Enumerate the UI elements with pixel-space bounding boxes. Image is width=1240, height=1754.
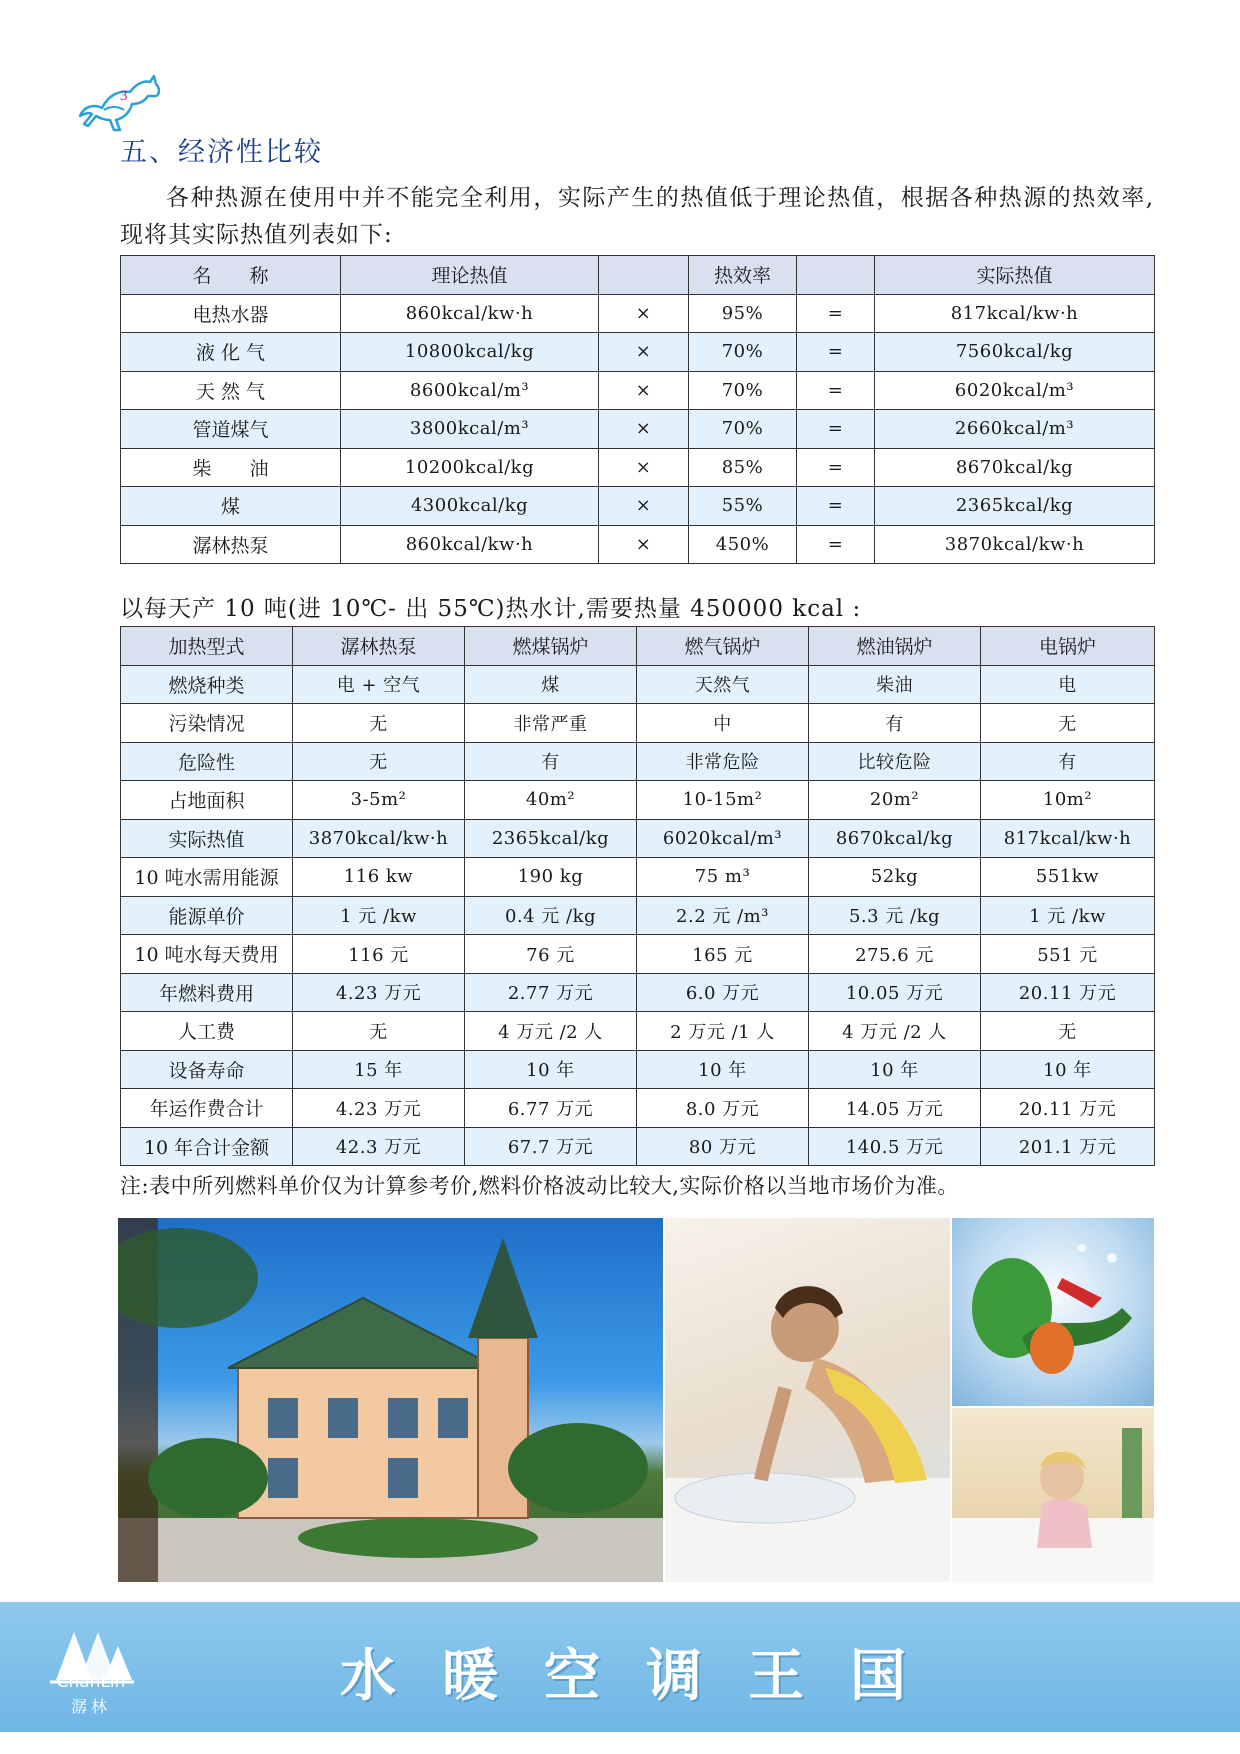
heat-table-cell: 85% — [689, 448, 797, 487]
heat-table-cell: 4300kcal/kg — [341, 487, 599, 526]
cost-table-cell: 551kw — [981, 858, 1155, 897]
cost-table-cell: 有 — [809, 704, 981, 743]
cost-table-cell: 6.0 万元 — [637, 973, 809, 1012]
cost-table-cell: 无 — [293, 742, 465, 781]
cost-table-cell: 4 万元 /2 人 — [809, 1012, 981, 1051]
heat-table-cell: = — [797, 371, 875, 410]
heat-table-cell: 10200kcal/kg — [341, 448, 599, 487]
cost-table-cell: 20.11 万元 — [981, 973, 1155, 1012]
cost-table-cell: 0.4 元 /kg — [465, 896, 637, 935]
cost-table-cell: 10 年 — [809, 1050, 981, 1089]
cost-table-row-label: 能源单价 — [121, 896, 293, 935]
cost-table-cell: 8670kcal/kg — [809, 819, 981, 858]
cost-table-row — [121, 704, 1155, 743]
cost-table-cell: 116 kw — [293, 858, 465, 897]
cost-table-cell: 817kcal/kw·h — [981, 819, 1155, 858]
cost-table-cell: 67.7 万元 — [465, 1127, 637, 1166]
heat-table-cell: 6020kcal/m³ — [875, 371, 1155, 410]
heat-table-row — [121, 448, 1155, 487]
heat-table-cell: = — [797, 294, 875, 333]
cost-table-cell: 4.23 万元 — [293, 973, 465, 1012]
heat-table-row — [121, 294, 1155, 333]
cost-table-cell: 165 元 — [637, 935, 809, 974]
cost-table-cell: 116 元 — [293, 935, 465, 974]
heat-table-row-label: 管道煤气 — [121, 410, 341, 449]
heat-table-cell: = — [797, 410, 875, 449]
heat-table-row-label: 液 化 气 — [121, 333, 341, 372]
heat-table-row-label: 电热水器 — [121, 294, 341, 333]
heat-table-row — [121, 333, 1155, 372]
heat-table-header-row — [121, 256, 1155, 295]
heat-table-cell: 8670kcal/kg — [875, 448, 1155, 487]
cost-table-cell: 有 — [981, 742, 1155, 781]
heat-table-cell: 70% — [689, 333, 797, 372]
cost-table-row-label: 年运作费合计 — [121, 1089, 293, 1128]
heat-table-cell: 8600kcal/m³ — [341, 371, 599, 410]
cost-table-row-label: 污染情况 — [121, 704, 293, 743]
cost-table-cell: 1 元 /kw — [293, 896, 465, 935]
cost-table-cell: 10 年 — [981, 1050, 1155, 1089]
heat-table-cell: × — [599, 410, 689, 449]
heat-table-cell: = — [797, 525, 875, 564]
cost-table-cell: 3870kcal/kw·h — [293, 819, 465, 858]
cost-table-cell: 6.77 万元 — [465, 1089, 637, 1128]
cost-table-cell: 551 元 — [981, 935, 1155, 974]
cost-table-row-label: 实际热值 — [121, 819, 293, 858]
cost-table-cell: 10.05 万元 — [809, 973, 981, 1012]
cost-table-header-cell: 燃油锅炉 — [809, 627, 981, 666]
cost-table-cell: 电 — [981, 665, 1155, 704]
intro-paragraph: 各种热源在使用中并不能完全利用，实际产生的热值低于理论热值，根据各种热源的热效率,现将其实际热值列表如下: — [120, 185, 1154, 248]
heat-table-cell: = — [797, 333, 875, 372]
cost-table-cell: 80 万元 — [637, 1127, 809, 1166]
house-photo — [118, 1218, 663, 1582]
heat-table-row-label: 天 然 气 — [121, 371, 341, 410]
cost-table-row-label: 10 吨水每天费用 — [121, 935, 293, 974]
cost-table-cell: 42.3 万元 — [293, 1127, 465, 1166]
heat-table-row-label: 煤 — [121, 487, 341, 526]
cost-table-cell: 中 — [637, 704, 809, 743]
cost-table-row-label: 10 年合计金额 — [121, 1127, 293, 1166]
heat-table-cell: 55% — [689, 487, 797, 526]
cost-table-cell: 75 m³ — [637, 858, 809, 897]
cost-table-cell: 20m² — [809, 781, 981, 820]
heat-table-cell: 817kcal/kw·h — [875, 294, 1155, 333]
cost-table-cell: 比较危险 — [809, 742, 981, 781]
cost-table-cell: 40m² — [465, 781, 637, 820]
cost-table-cell: 2.2 元 /m³ — [637, 896, 809, 935]
heat-table-row — [121, 410, 1155, 449]
cost-table-cell: 10 年 — [637, 1050, 809, 1089]
heat-table-row — [121, 487, 1155, 526]
cost-table-cell: 10 年 — [465, 1050, 637, 1089]
cost-table-row-label: 年燃料费用 — [121, 973, 293, 1012]
cost-table-cell: 有 — [465, 742, 637, 781]
heat-table-header-cell — [797, 256, 875, 295]
cost-table-cell: 煤 — [465, 665, 637, 704]
cost-table-cell: 无 — [293, 1012, 465, 1051]
heat-table-cell: 2660kcal/m³ — [875, 410, 1155, 449]
heat-table-header-cell: 实际热值 — [875, 256, 1155, 295]
cost-table-cell: 非常危险 — [637, 742, 809, 781]
cost-table-row — [121, 1127, 1155, 1166]
cost-table-row — [121, 858, 1155, 897]
heat-table-cell: = — [797, 487, 875, 526]
heat-value-table — [120, 255, 1155, 564]
heat-table-cell: 95% — [689, 294, 797, 333]
cost-table-cell: 柴油 — [809, 665, 981, 704]
heat-table-cell: 860kcal/kw·h — [341, 525, 599, 564]
cost-table-cell: 14.05 万元 — [809, 1089, 981, 1128]
heat-table-row — [121, 525, 1155, 564]
heat-table-cell: × — [599, 294, 689, 333]
heat-table-cell: × — [599, 487, 689, 526]
cost-table-header-row — [121, 627, 1155, 666]
heat-table-row — [121, 371, 1155, 410]
cost-table-cell: 10m² — [981, 781, 1155, 820]
logo-english-name: ChanLin — [56, 1672, 126, 1692]
heat-table-header-cell: 名 称 — [121, 256, 341, 295]
heat-table-cell: 10800kcal/kg — [341, 333, 599, 372]
heat-table-cell: 7560kcal/kg — [875, 333, 1155, 372]
footer-banner — [0, 1602, 1240, 1732]
woman-bath-photo — [952, 1408, 1154, 1582]
heat-table-cell: 3800kcal/m³ — [341, 410, 599, 449]
cost-table-cell: 6020kcal/m³ — [637, 819, 809, 858]
cost-table-cell: 无 — [981, 1012, 1155, 1051]
cost-table-cell: 10-15m² — [637, 781, 809, 820]
cost-table-cell: 140.5 万元 — [809, 1127, 981, 1166]
cost-table-row — [121, 665, 1155, 704]
cost-table-row — [121, 935, 1155, 974]
cost-table-row — [121, 742, 1155, 781]
heat-table-cell: = — [797, 448, 875, 487]
cost-table-cell: 8.0 万元 — [637, 1089, 809, 1128]
cost-table-cell: 2 万元 /1 人 — [637, 1012, 809, 1051]
heat-table-cell: 860kcal/kw·h — [341, 294, 599, 333]
cost-table-header-cell: 潺林热泵 — [293, 627, 465, 666]
cost-table-cell: 52kg — [809, 858, 981, 897]
section-title: 五、经济性比较 — [120, 137, 323, 168]
cost-table-header-cell: 燃煤锅炉 — [465, 627, 637, 666]
cost-table-row-label: 燃烧种类 — [121, 665, 293, 704]
table2-caption: 以每天产 10 吨(进 10℃- 出 55℃)热水计,需要热量 450000 kcal : — [120, 596, 862, 622]
cost-table-row — [121, 1012, 1155, 1051]
cost-table-cell: 电 + 空气 — [293, 665, 465, 704]
cost-table-cell: 非常严重 — [465, 704, 637, 743]
cost-table-cell: 15 年 — [293, 1050, 465, 1089]
cost-table-row — [121, 781, 1155, 820]
heat-table-cell: 70% — [689, 410, 797, 449]
heat-table-cell: 450% — [689, 525, 797, 564]
cost-table-header-cell: 电锅炉 — [981, 627, 1155, 666]
page-number: 3 — [120, 88, 128, 104]
cost-table-cell: 4 万元 /2 人 — [465, 1012, 637, 1051]
heat-table-cell: × — [599, 333, 689, 372]
heat-table-row-label: 柴 油 — [121, 448, 341, 487]
heat-table-row-label: 潺林热泵 — [121, 525, 341, 564]
cost-table-row-label: 10 吨水需用能源 — [121, 858, 293, 897]
cost-comparison-table — [120, 626, 1155, 1166]
cost-table-row — [121, 896, 1155, 935]
cost-table-cell: 4.23 万元 — [293, 1089, 465, 1128]
vegetables-splash-photo — [952, 1218, 1154, 1406]
heat-table-cell: × — [599, 525, 689, 564]
cost-table-row — [121, 1089, 1155, 1128]
woman-washing-photo — [665, 1218, 950, 1582]
cost-table-cell: 2365kcal/kg — [465, 819, 637, 858]
cost-table-header-cell: 燃气锅炉 — [637, 627, 809, 666]
cost-table-row-label: 占地面积 — [121, 781, 293, 820]
cost-table-cell: 275.6 元 — [809, 935, 981, 974]
cost-table-header-cell: 加热型式 — [121, 627, 293, 666]
heat-table-cell: 3870kcal/kw·h — [875, 525, 1155, 564]
cost-table-row-label: 危险性 — [121, 742, 293, 781]
cost-table-cell: 3-5m² — [293, 781, 465, 820]
heat-table-cell: × — [599, 448, 689, 487]
cost-table-cell: 2.77 万元 — [465, 973, 637, 1012]
cost-table-cell: 5.3 元 /kg — [809, 896, 981, 935]
footer-slogan: 水暖空调王国 — [340, 1644, 952, 1709]
cost-table-cell: 190 kg — [465, 858, 637, 897]
cost-table-cell: 无 — [981, 704, 1155, 743]
footnote: 注:表中所列燃料单价仅为计算参考价,燃料价格波动比较大,实际价格以当地市场价为准。 — [120, 1174, 959, 1198]
heat-table-cell: 2365kcal/kg — [875, 487, 1155, 526]
cost-table-row-label: 设备寿命 — [121, 1050, 293, 1089]
cost-table-cell: 20.11 万元 — [981, 1089, 1155, 1128]
cost-table-cell: 天然气 — [637, 665, 809, 704]
logo-chinese-name: 潺林 — [70, 1697, 111, 1716]
cost-table-row — [121, 1050, 1155, 1089]
cost-table-cell: 1 元 /kw — [981, 896, 1155, 935]
cost-table-cell: 无 — [293, 704, 465, 743]
photo-collage — [118, 1218, 1154, 1582]
cost-table-cell: 201.1 万元 — [981, 1127, 1155, 1166]
heat-table-header-cell — [599, 256, 689, 295]
heat-table-cell: 70% — [689, 371, 797, 410]
cost-table-row — [121, 819, 1155, 858]
heat-table-cell: × — [599, 371, 689, 410]
heat-table-header-cell: 理论热值 — [341, 256, 599, 295]
horse-logo-icon — [74, 66, 164, 138]
cost-table-cell: 76 元 — [465, 935, 637, 974]
heat-table-header-cell: 热效率 — [689, 256, 797, 295]
cost-table-row — [121, 973, 1155, 1012]
cost-table-row-label: 人工费 — [121, 1012, 293, 1051]
